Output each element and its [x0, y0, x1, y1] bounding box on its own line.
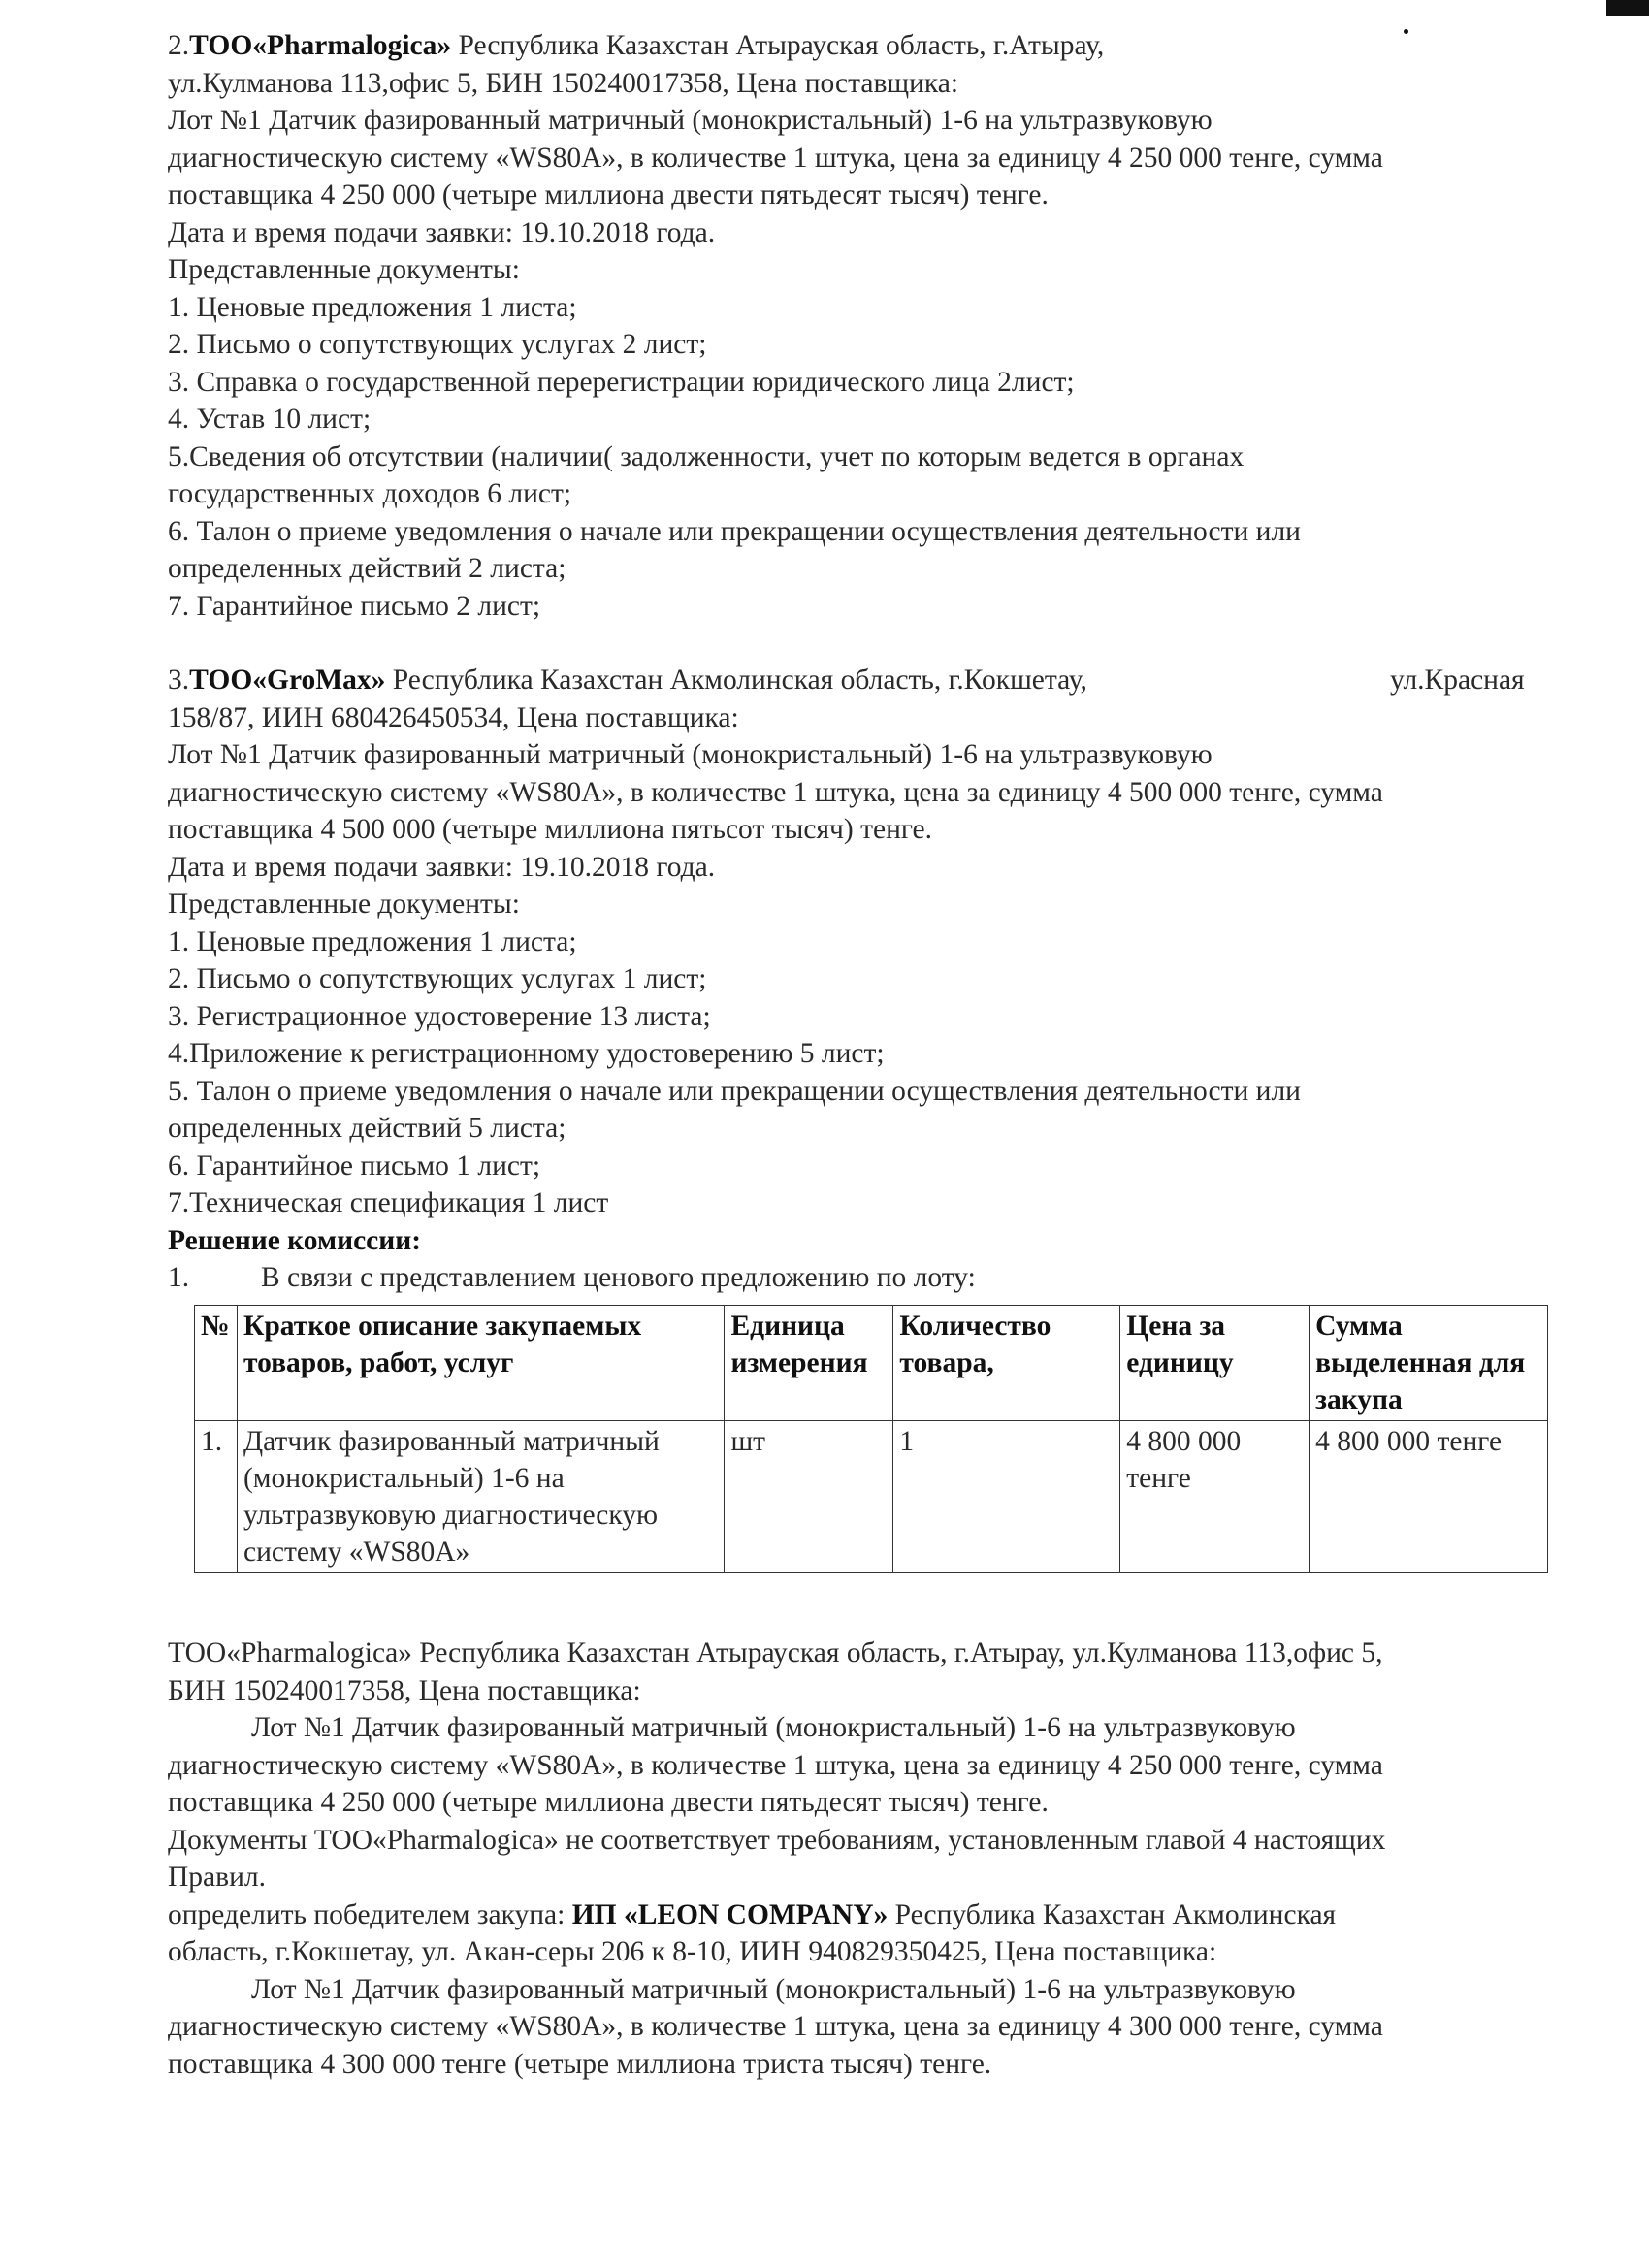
outcome-rejection-line-1: Документы ТОО«Pharmalogica» не соответствует требованиям, установленным главой 4 настоящих: [168, 1824, 1386, 1856]
supplier-2-location: Республика Казахстан Атырауская область, г.Атырау,: [451, 30, 1105, 61]
outcome-supplier-line-2: БИН 150240017358, Цена поставщика:: [168, 1674, 641, 1706]
outcome-lot-line-2: диагностическую систему «WS80A», в количестве 1 штука, цена за единицу 4 250 000 тенге, сумма: [168, 1749, 1383, 1781]
table-cell-quantity: 1: [893, 1421, 1120, 1573]
outcome-supplier-line-1: ТОО«Pharmalogica» Республика Казахстан Атырауская область, г.Атырау, ул.Кулманова 113,офис 5,: [168, 1637, 1383, 1669]
decision-item: [168, 1259, 1565, 1297]
table-cell-number: 1.: [195, 1421, 238, 1573]
winner-lot-line-3: поставщика 4 300 000 тенге (четыре миллиона триста тысяч) тенге.: [168, 2048, 992, 2080]
supplier-3-doc-item: определенных действий 5 листа;: [168, 1113, 566, 1144]
supplier-3-lot-line-1: Лот №1 Датчик фазированный матричный (монокристальный) 1-6 на ультразвуковую: [168, 739, 1212, 770]
supplier-3-name: ТОО«GroMax»: [189, 664, 386, 696]
supplier-2-number: 2.: [168, 30, 190, 61]
supplier-2-lot-line-1: Лот №1 Датчик фазированный матричный (монокристальный) 1-6 на ультразвуковую: [168, 105, 1212, 136]
decision-item-text: В связи с представлением ценового предложению по лоту:: [261, 1262, 976, 1293]
supplier-2-heading: [168, 27, 1565, 65]
supplier-2-docs-title: Представленные документы:: [168, 254, 520, 285]
supplier-3-doc-item: 7.Техническая спецификация 1 лист: [168, 1187, 609, 1218]
winner-location: Республика Казахстан Акмолинская: [888, 1898, 1337, 1930]
outcome-lot-line-3: поставщика 4 250 000 (четыре миллиона двести пятьдесят тысяч) тенге.: [168, 1787, 1049, 1818]
supplier-2-date: Дата и время подачи заявки: 19.10.2018 года.: [168, 216, 716, 248]
supplier-3-lot-line-3: поставщика 4 500 000 (четыре миллиона пятьсот тысяч) тенге.: [168, 814, 933, 845]
procurement-table: [194, 1305, 1548, 1573]
table-header-cell: Единица измерения: [725, 1306, 893, 1421]
supplier-3-lot-line-2: диагностическую систему «WS80A», в количестве 1 штука, цена за единицу 4 500 000 тенге, сумма: [168, 776, 1383, 808]
outcome-rejection-line-2: Правил.: [168, 1862, 266, 1893]
supplier-3-doc-item: 5. Талон о приеме уведомления о начале или прекращении осуществления деятельности или: [168, 1075, 1301, 1107]
supplier-3-doc-item: 6. Гарантийное письмо 1 лист;: [168, 1150, 541, 1182]
supplier-2-doc-item: 3. Справка о государственной перерегистрации юридического лица 2лист;: [168, 366, 1075, 398]
supplier-3-location: Республика Казахстан Акмолинская область, г.Кокшетау,: [385, 664, 1087, 696]
table-cell-description: Датчик фазированный матричный (монокристальный) 1-6 на ультразвуковую диагностическую систему «WS80A»: [237, 1421, 724, 1573]
table-header-cell: Сумма выделенная для закупа: [1310, 1306, 1548, 1421]
supplier-3-heading: [168, 662, 1565, 699]
table-cell-sum: 4 800 000 тенге: [1310, 1421, 1548, 1573]
outcome-lot-line-1: Лот №1 Датчик фазированный матричный (монокристальный) 1-6 на ультразвуковую: [251, 1712, 1296, 1743]
table-header-cell: Краткое описание закупаемых товаров, работ, услуг: [237, 1306, 724, 1421]
table-header-cell: Количество товара,: [893, 1306, 1120, 1421]
table-cell-price: 4 800 000 тенге: [1120, 1421, 1310, 1573]
supplier-2-doc-item: 5.Сведения об отсутствии (наличии( задолженности, учет по которым ведется в органах: [168, 440, 1245, 472]
supplier-2-doc-item: определенных действий 2 листа;: [168, 553, 566, 584]
table-header-row: [195, 1306, 1548, 1421]
supplier-2-section: [168, 27, 1565, 625]
document-page: [168, 27, 1565, 1297]
supplier-3-doc-item: 4.Приложение к регистрационному удостоверению 5 лист;: [168, 1038, 885, 1069]
supplier-2-doc-item: 4. Устав 10 лист;: [168, 404, 372, 435]
supplier-3-doc-item: 2. Письмо о сопутствующих услугах 1 лист;: [168, 963, 707, 994]
outcome-section: [168, 1635, 1565, 2083]
winner-lot-line-2: диагностическую систему «WS80A», в количестве 1 штука, цена за единицу 4 300 000 тенге, сумма: [168, 2011, 1383, 2042]
decision-title: Решение комиссии:: [168, 1224, 422, 1256]
table-header-cell: №: [195, 1306, 238, 1421]
winner-name: ИП «LEON COMPANY»: [571, 1898, 889, 1930]
decision-item-number: 1.: [168, 1262, 190, 1293]
supplier-3-street: ул.Красная: [1390, 664, 1525, 696]
table-row: [195, 1421, 1548, 1573]
winner-prefix: определить победителем закупа:: [168, 1898, 572, 1930]
winner-lot-line-1: Лот №1 Датчик фазированный матричный (монокристальный) 1-6 на ультразвуковую: [251, 1973, 1296, 2005]
supplier-3-date: Дата и время подачи заявки: 19.10.2018 года.: [168, 851, 716, 883]
supplier-2-doc-item: 6. Талон о приеме уведомления о начале или прекращении осуществления деятельности или: [168, 515, 1301, 547]
scan-edge-mark: [1606, 0, 1649, 16]
table-cell-unit: шт: [725, 1421, 893, 1573]
supplier-2-name: ТОО«Pharmalogica»: [189, 30, 452, 61]
supplier-2-lot-line-3: поставщика 4 250 000 (четыре миллиона двести пятьдесят тысяч) тенге.: [168, 179, 1049, 211]
winner-line-2: область, г.Кокшетау, ул. Акан-серы 206 к 8-10, ИИН 940829350425, Цена поставщика:: [168, 1936, 1217, 1967]
winner-line-1: [168, 1896, 1565, 1934]
supplier-3-section: [168, 662, 1565, 1222]
supplier-3-doc-item: 1. Ценовые предложения 1 листа;: [168, 925, 577, 957]
supplier-3-docs-title: Представленные документы:: [168, 889, 520, 920]
supplier-2-lot-line-2: диагностическую систему «WS80A», в количестве 1 штука, цена за единицу 4 250 000 тенге, сумма: [168, 142, 1383, 174]
supplier-2-address: ул.Кулманова 113,офис 5, БИН 150240017358, Цена поставщика:: [168, 67, 959, 99]
supplier-2-doc-item: государственных доходов 6 лист;: [168, 478, 572, 509]
supplier-2-doc-item: 2. Письмо о сопутствующих услугах 2 лист;: [168, 329, 707, 360]
table-header-cell: Цена за единицу: [1120, 1306, 1310, 1421]
decision-section: [168, 1222, 1565, 1297]
supplier-3-address: 158/87, ИИН 680426450534, Цена поставщика:: [168, 701, 739, 733]
supplier-3-doc-item: 3. Регистрационное удостоверение 13 листа;: [168, 1000, 711, 1032]
supplier-3-number: 3.: [168, 664, 190, 696]
supplier-2-doc-item: 7. Гарантийное письмо 2 лист;: [168, 590, 541, 622]
supplier-2-doc-item: 1. Ценовые предложения 1 листа;: [168, 291, 577, 323]
